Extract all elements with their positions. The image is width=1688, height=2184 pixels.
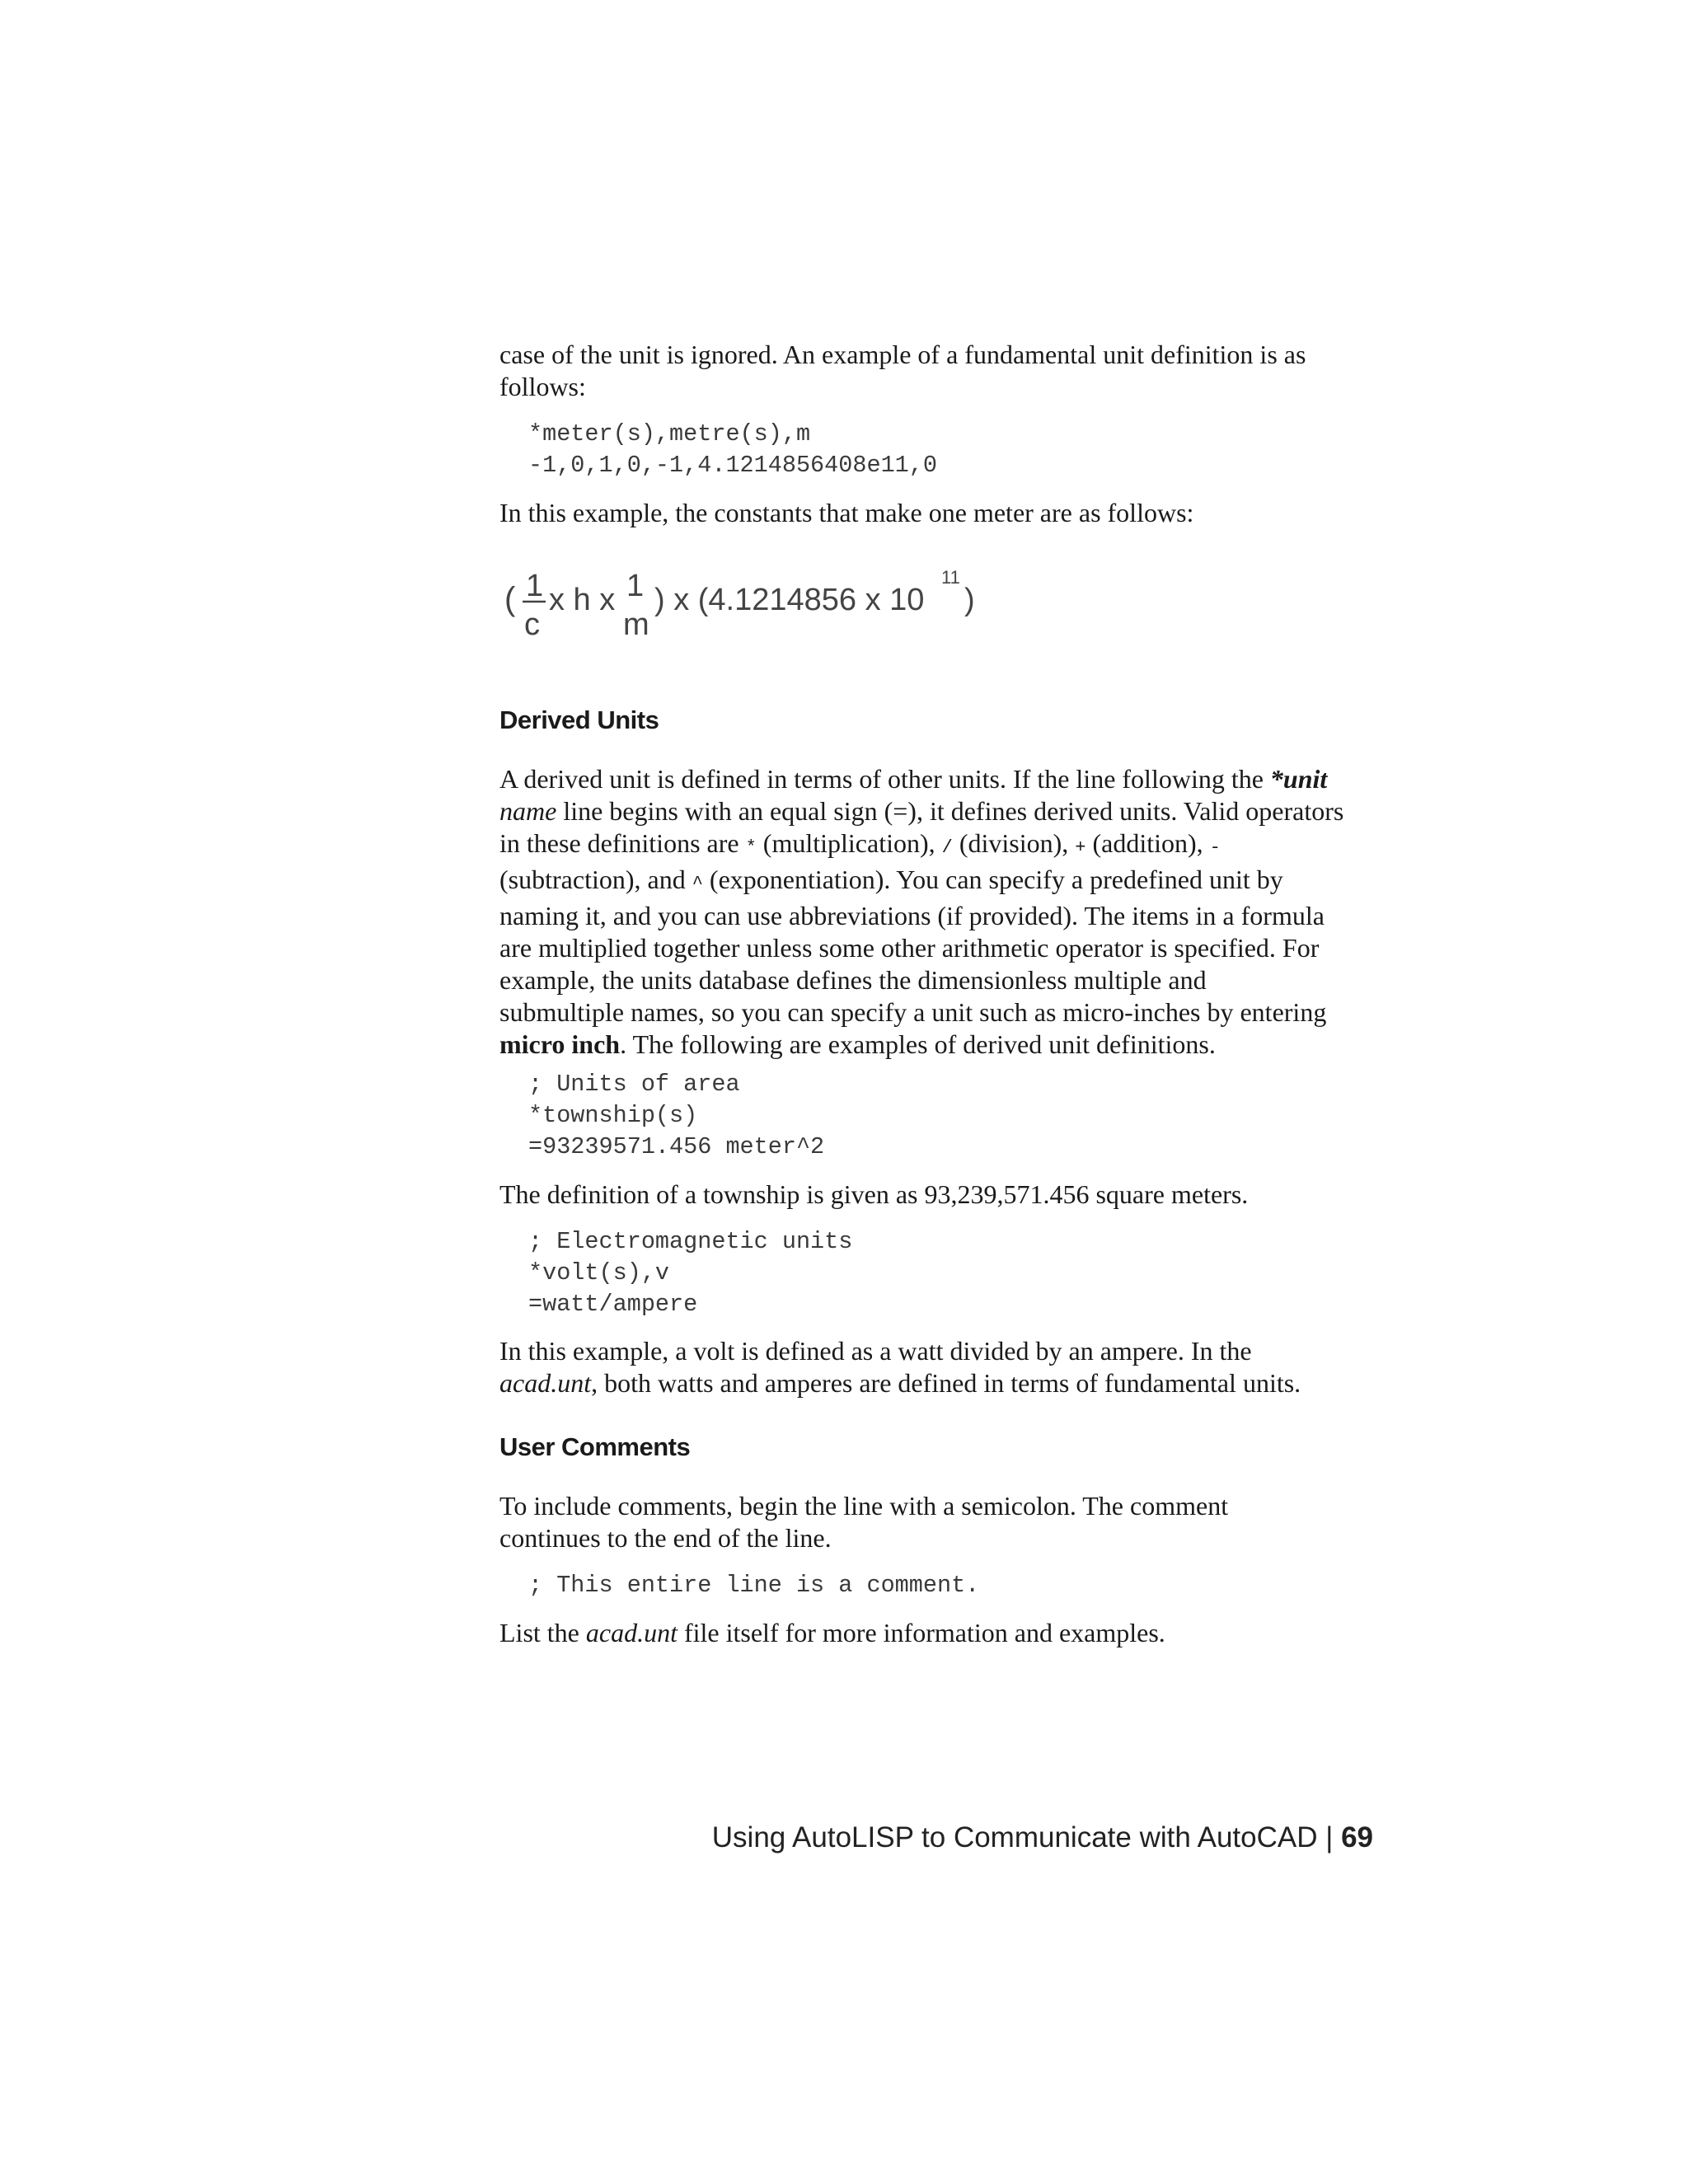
- code-line: *township(s): [528, 1102, 698, 1129]
- text-span: List the: [499, 1618, 586, 1647]
- code-line: =93239571.456 meter^2: [528, 1133, 825, 1160]
- formula-numerator-1: 1: [526, 569, 544, 603]
- formula-denominator-m: m: [623, 607, 649, 642]
- township-paragraph: [499, 1179, 1373, 1211]
- intro-paragraph: [499, 339, 1373, 403]
- code-line: -1,0,1,0,-1,4.1214856408e11,0: [528, 452, 937, 479]
- code-line: ; Units of area: [528, 1071, 740, 1098]
- acad-unt-term: acad.unt: [499, 1368, 592, 1398]
- formula-exponent: 11: [941, 567, 960, 588]
- constants-line: In this example, the constants that make one meter are as follows:: [499, 498, 1194, 527]
- derived-line-6: are multiplied together unless some other arithmetic operator is specified. For: [499, 933, 1320, 963]
- text-span: in these definitions are: [499, 828, 746, 858]
- volt-line-1: In this example, a volt is defined as a watt divided by an ampere. In the: [499, 1336, 1252, 1366]
- intro-line-1: case of the unit is ignored. An example of a fundamental unit definition is as: [499, 340, 1306, 369]
- derived-line-1: [499, 763, 1373, 795]
- operator-multiply: *: [745, 837, 757, 858]
- derived-units-section: [499, 705, 1373, 735]
- derived-line-9: [499, 1029, 1373, 1061]
- micro-inch-term: micro inch: [499, 1029, 621, 1059]
- name-term: name: [499, 796, 557, 826]
- final-line: [499, 1617, 1373, 1649]
- formula-numerator-2: 1: [626, 569, 645, 603]
- volt-line-2: [499, 1367, 1373, 1399]
- formula-close-paren: ): [964, 583, 975, 617]
- text-span: A derived unit is defined in terms of other units. If the line following the: [499, 764, 1270, 794]
- code-block-meter: [499, 419, 1373, 481]
- acad-unt-term: acad.unt: [585, 1618, 678, 1647]
- code-line: ; This entire line is a comment.: [528, 1572, 980, 1599]
- footer-title: Using AutoLISP to Communicate with AutoCAD: [711, 1821, 1318, 1854]
- operator-divide: /: [941, 837, 953, 858]
- section-heading-user-comments: User Comments: [499, 1432, 691, 1461]
- code-line: ; Electromagnetic units: [528, 1228, 853, 1255]
- derived-line-4: [499, 864, 1373, 900]
- user-comments-section: [499, 1432, 1373, 1462]
- derived-line-5: naming it, and you can use abbreviations (if provided). The items in a formula: [499, 901, 1325, 930]
- operator-add: +: [1075, 837, 1086, 858]
- formula-denominator-c: c: [524, 607, 540, 642]
- page-number: 69: [1341, 1821, 1373, 1854]
- text-span: , both watts and amperes are defined in terms of fundamental units.: [591, 1368, 1301, 1398]
- constants-paragraph: [499, 497, 1373, 529]
- text-span: . The following are examples of derived unit definitions.: [620, 1029, 1216, 1059]
- text-span: line begins with an equal sign (=), it defines derived units. Valid operators: [556, 796, 1344, 826]
- meter-constants-formula: [504, 560, 982, 643]
- derived-units-paragraph: [499, 763, 1373, 1061]
- page-footer: [712, 1821, 1373, 1854]
- operator-subtract: -: [1209, 837, 1221, 858]
- code-line: *volt(s),v: [528, 1259, 670, 1286]
- comments-paragraph: [499, 1490, 1373, 1554]
- code-block-comment: [499, 1570, 1373, 1601]
- formula-h-term: x h x: [549, 583, 616, 617]
- text-span: (multiplication),: [756, 828, 942, 858]
- text-span: file itself for more information and examples.: [677, 1618, 1165, 1647]
- code-block-volt: [499, 1226, 1373, 1320]
- intro-line-2: follows:: [499, 372, 586, 401]
- volt-paragraph: [499, 1335, 1373, 1399]
- formula-open-paren: (: [504, 581, 516, 617]
- final-paragraph: [499, 1617, 1373, 1649]
- text-span: (exponentiation). You can specify a predefined unit by: [702, 865, 1283, 894]
- code-line: *meter(s),metre(s),m: [528, 420, 811, 448]
- code-block-township: [499, 1069, 1373, 1163]
- derived-line-7: example, the units database defines the dimensionless multiple and: [499, 965, 1207, 995]
- text-span: (division),: [952, 828, 1076, 858]
- text-span: (subtraction), and: [499, 865, 692, 894]
- unit-term: *unit: [1269, 764, 1328, 794]
- code-line: =watt/ampere: [528, 1291, 698, 1318]
- comments-line-1: To include comments, begin the line with a semicolon. The comment: [499, 1491, 1229, 1521]
- footer-separator: |: [1317, 1821, 1342, 1854]
- formula-constant: ) x (4.1214856 x 10: [654, 583, 925, 617]
- derived-line-2: [499, 795, 1373, 827]
- text-span: (addition),: [1085, 828, 1210, 858]
- comments-line-2: continues to the end of the line.: [499, 1523, 832, 1553]
- township-line: The definition of a township is given as 93,239,571.456 square meters.: [499, 1179, 1249, 1209]
- derived-line-8: submultiple names, so you can specify a unit such as micro-inches by entering: [499, 997, 1327, 1027]
- section-heading-derived-units: Derived Units: [499, 705, 659, 734]
- operator-exponent: ^: [692, 874, 703, 894]
- derived-line-3: [499, 827, 1373, 864]
